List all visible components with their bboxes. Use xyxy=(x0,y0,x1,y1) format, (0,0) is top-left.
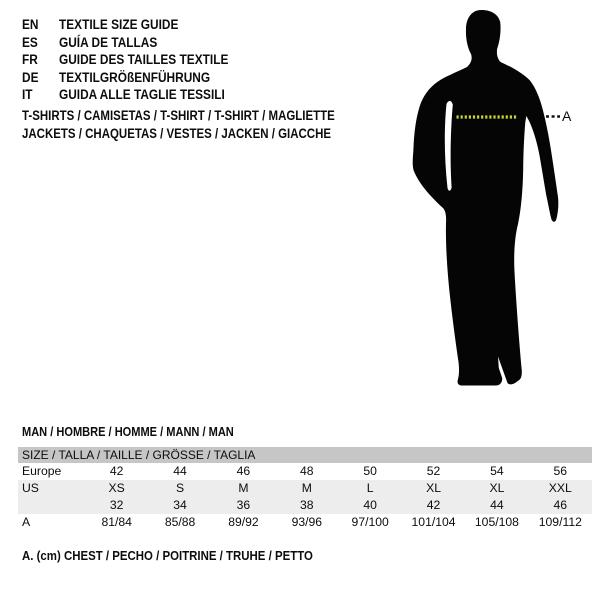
row-label: A xyxy=(22,515,31,529)
table-cell: S xyxy=(175,481,185,495)
table-cell: 44 xyxy=(173,464,187,478)
category-line-tshirts: T-SHIRTS / CAMISETAS / T-SHIRT / T-SHIRT / MAGLIETTE xyxy=(22,108,335,123)
language-title: TEXTILGRÖßENFÜHRUNG xyxy=(58,69,211,85)
measurement-footnote: A. (cm) CHEST / PECHO / POITRINE / TRUHE / PETTO xyxy=(22,548,313,563)
language-list xyxy=(22,16,228,104)
table-cell: 38 xyxy=(300,498,314,512)
table-cell: 46 xyxy=(236,464,251,478)
table-cell: 101/104 xyxy=(411,515,456,529)
table-cell: 85/88 xyxy=(164,515,196,529)
table-cell: 109/112 xyxy=(538,515,582,529)
language-title: GUIDE DES TAILLES TEXTILE xyxy=(58,52,229,68)
table-row-europe xyxy=(18,463,592,480)
table-cell: 48 xyxy=(300,464,314,478)
table-cell: M xyxy=(238,481,249,495)
table-cell: 42 xyxy=(426,498,441,512)
table-cell: XXL xyxy=(548,481,572,495)
language-code: FR xyxy=(22,52,38,68)
language-row xyxy=(22,51,228,69)
table-cell: 32 xyxy=(109,498,124,512)
man-silhouette-icon xyxy=(405,0,570,395)
row-label: Europe xyxy=(22,464,62,478)
table-row-chest-a xyxy=(18,514,592,531)
man-silhouette-shape xyxy=(413,10,559,386)
table-row-us-numeric xyxy=(18,497,592,514)
table-cell: XS xyxy=(108,481,125,495)
size-table-header xyxy=(18,447,592,463)
language-row xyxy=(22,69,228,87)
table-cell: 93/96 xyxy=(291,515,323,529)
table-cell: 52 xyxy=(426,464,441,478)
size-table xyxy=(18,447,592,531)
language-title: GUÍA DE TALLAS xyxy=(58,34,158,50)
language-row xyxy=(22,34,228,52)
row-label: US xyxy=(22,481,39,495)
language-code: IT xyxy=(22,87,33,103)
language-row xyxy=(22,86,228,104)
language-code: DE xyxy=(22,69,39,85)
table-cell: 34 xyxy=(173,498,187,512)
table-cell: 46 xyxy=(553,498,568,512)
table-cell: 56 xyxy=(553,464,568,478)
table-cell: XL xyxy=(426,481,442,495)
language-row xyxy=(22,16,228,34)
table-cell: 97/100 xyxy=(351,515,389,529)
table-row-us xyxy=(18,480,592,497)
size-table-header-label: SIZE / TALLA / TAILLE / GRÖSSE / TAGLIA xyxy=(22,448,256,462)
row-label xyxy=(18,497,85,514)
table-cell: L xyxy=(366,481,374,495)
table-cell: 42 xyxy=(109,464,124,478)
table-cell: 89/92 xyxy=(228,515,259,529)
table-cell: XL xyxy=(489,481,505,495)
language-code: EN xyxy=(22,17,39,32)
table-cell: 81/84 xyxy=(101,515,132,529)
table-cell: 54 xyxy=(490,464,504,478)
language-title: GUIDA ALLE TAGLIE TESSILI xyxy=(58,87,225,103)
measurement-label-a: A xyxy=(562,108,572,124)
table-cell: 105/108 xyxy=(474,515,519,529)
table-cell: M xyxy=(301,481,312,495)
language-title: TEXTILE SIZE GUIDE xyxy=(58,17,179,32)
table-cell: 44 xyxy=(490,498,504,512)
table-cell: 50 xyxy=(363,464,377,478)
category-list xyxy=(22,107,335,143)
category-line-jackets: JACKETS / CHAQUETAS / VESTES / JACKEN / GIACCHE xyxy=(22,125,332,141)
language-code: ES xyxy=(22,34,38,50)
table-cell: 36 xyxy=(236,498,251,512)
section-title-man: MAN / HOMBRE / HOMME / MANN / MAN xyxy=(22,424,234,439)
table-cell: 40 xyxy=(363,498,377,512)
